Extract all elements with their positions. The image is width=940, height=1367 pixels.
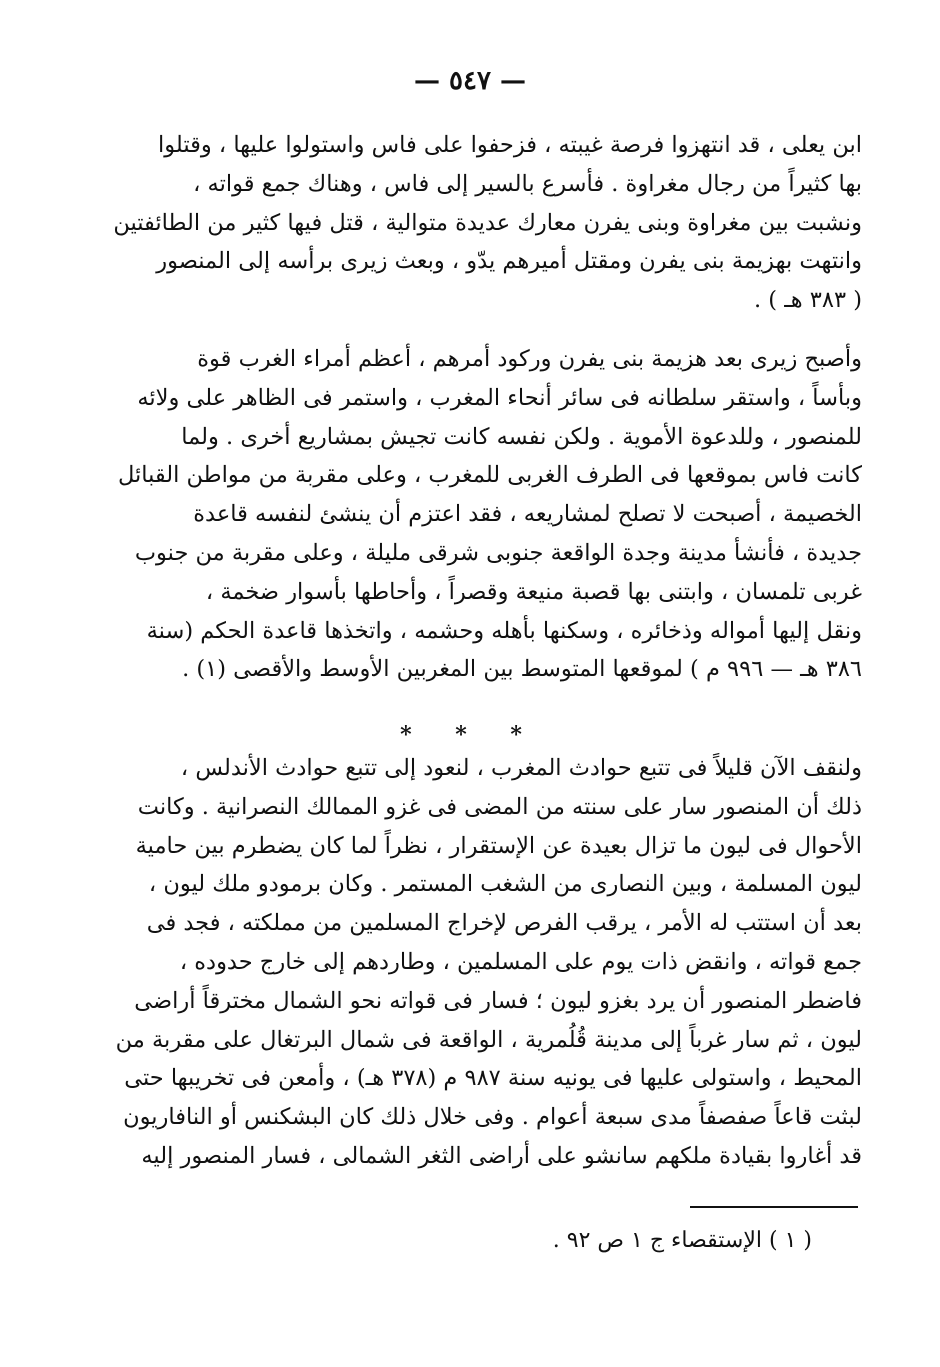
paragraph-3 xyxy=(79,749,862,1176)
text-line: المحيط ، واستولى عليها فى يونيه سنة ٩٨٧ م (٣٧٨ هـ) ، وأمعن فى تخريبها حتى xyxy=(124,1065,862,1092)
footnote-divider xyxy=(690,1206,858,1208)
text-line: جديدة ، فأنشأ مدينة وجدة الواقعة جنوبى شرقى مليلة ، وعلى مقربة من جنوب xyxy=(134,539,862,566)
text-line: ابن يعلى ، قد انتهزوا فرصة غيبته ، فزحفوا على فاس واستولوا عليها ، وقتلوا xyxy=(158,132,862,158)
text-line: للمنصور ، وللدعوة الأموية . ولكن نفسه كانت تجيش بمشاريع أخرى . ولما xyxy=(181,423,862,450)
text-line: بعد أن استتب له الأمر ، يرقب الفرص لإخراج المسلمين من مملكته ، فجد فى xyxy=(146,910,862,937)
text-line: ليون المسلمة ، وبين النصارى من الشغب المستمر . وكان برمودو ملك ليون ، xyxy=(148,871,862,898)
text-line: وانتهت بهزيمة بنى يفرن ومقتل أميرهم يدّو ، وبعث زيرى برأسه إلى المنصور xyxy=(156,248,862,275)
text-line: ونقل إليها أمواله وذخائره ، وسكنها بأهله وحشمه ، واتخذها قاعدة الحكم (سنة xyxy=(146,617,862,644)
text-line: الخصيمة ، أصبحت لا تصلح لمشاريعه ، فقد اعتزم أن ينشئ لنفسه قاعدة xyxy=(193,501,862,528)
text-line: قد أغاروا بقيادة ملكهم سانشو على أراضى الثغر الشمالى ، فسار المنصور إليه xyxy=(141,1142,862,1169)
text-line: فاضطر المنصور أن يرد بغزو ليون ؛ فسار فى قواته نحو الشمال مخترقاً أراضى xyxy=(134,987,862,1014)
text-line: ولنقف الآن قليلاً فى تتبع حوادث المغرب ، لنعود إلى تتبع حوادث الأندلس ، xyxy=(180,755,862,781)
paragraph-2 xyxy=(79,340,862,689)
text-line: ليون ، ثم سار غرباً إلى مدينة قُلُمرية ، الواقعة فى شمال البرتغال على مقربة من xyxy=(115,1026,862,1053)
text-line: الأحوال فى ليون ما تزال بعيدة عن الإستقرار ، نظراً لما كان يضطرم بين حامية xyxy=(135,832,862,859)
text-line: وأصبح زيرى بعد هزيمة بنى يفرن وركود أمرهم ، أعظم أمراء الغرب قوة xyxy=(197,346,862,372)
text-line: ونشبت بين مغراوة وبنى يفرن معارك عديدة متوالية ، قتل فيها كثير من الطائفتين xyxy=(113,209,862,236)
section-separator: * * * xyxy=(400,722,540,748)
text-line: وبأساً ، واستقر سلطانه فى سائر أنحاء المغرب ، واستمر فى الظاهر على ولائه xyxy=(137,384,862,411)
page-number: — ٥٤٧ — xyxy=(413,66,527,96)
text-line: ( ٣٨٣ هـ ) . xyxy=(753,287,862,314)
text-line: ذلك أن المنصور سار على سنته من المضى فى غزو الممالك النصرانية . وكانت xyxy=(137,793,862,820)
text-line: غربى تلمسان ، وابتنى بها قصبة منيعة وقصراً ، وأحاطها بأسوار ضخمة ، xyxy=(205,578,862,605)
text-line: كانت فاس بموقعها فى الطرف الغربى للمغرب ، وعلى مقربة من مواطن القبائل xyxy=(117,462,862,489)
text-line: ٣٨٦ هـ — ٩٩٦ م ) لموقعها المتوسط بين المغربين الأوسط والأقصى (١) . xyxy=(182,656,862,683)
footnote: ( ١ ) الإستقصاء ج ١ ص ٩٢ . xyxy=(552,1228,812,1253)
text-line: بها كثيراً من رجال مغراوة . فأسرع بالسير إلى فاس ، وهناك جمع قواته ، xyxy=(193,170,862,197)
paragraph-1 xyxy=(79,126,862,320)
text-line: جمع قواته ، وانقض ذات يوم على المسلمين ، وطاردهم إلى خارج حدوده ، xyxy=(179,948,862,975)
text-line: لبثت قاعاً صفصفاً مدى سبعة أعوام . وفى خلال ذلك كان البشكنس أو النافاريون xyxy=(123,1104,862,1131)
